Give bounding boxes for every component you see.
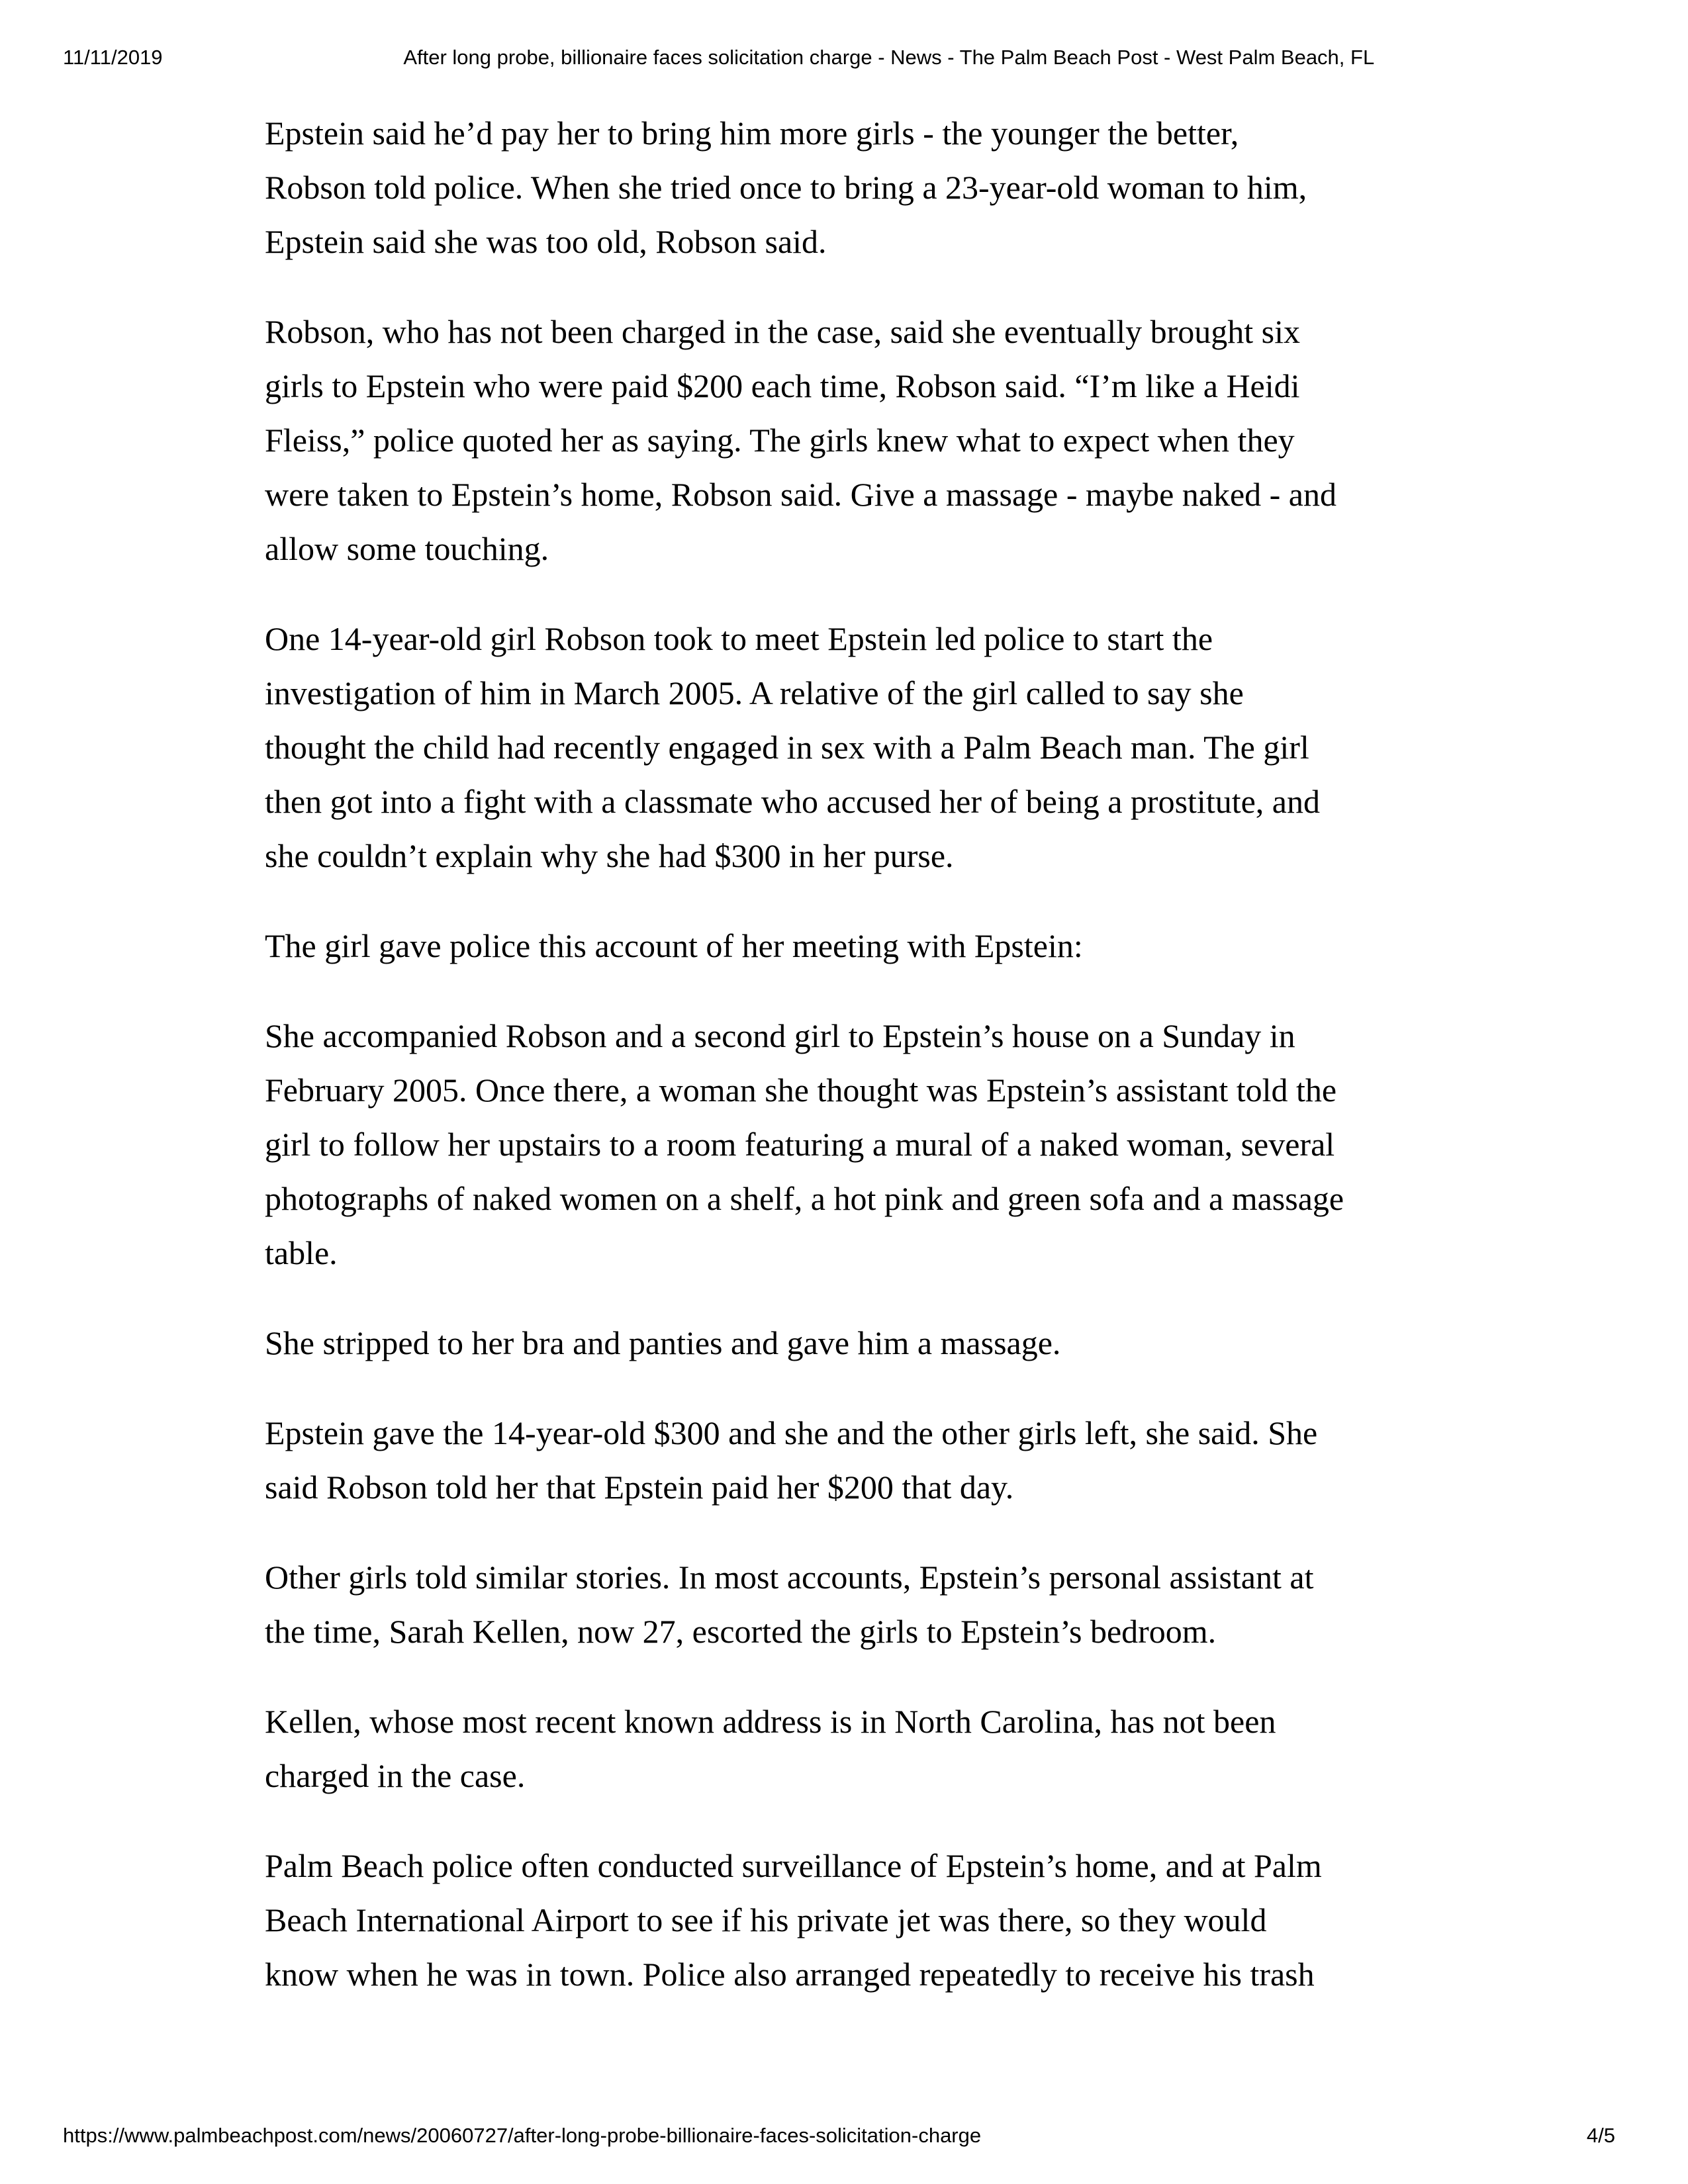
- page-title: After long probe, billionaire faces solicitation charge - News - The Palm Beach Post - West Palm Beach, FL: [403, 46, 1375, 69]
- paragraph: Palm Beach police often conducted surveillance of Epstein’s home, and at Palm Beach International Airport to see if his private jet was there, so they would know when he was in town. Police also arranged repeatedly to receive his trash: [265, 1847, 1322, 1993]
- paragraph: One 14-year-old girl Robson took to meet Epstein led police to start the investigation of him in March 2005. A relative of the girl called to say she thought the child had recently engaged in sex with a Palm Beach man. The girl then got into a fight with a classmate who accused her of being a prostitute, and she couldn’t explain why she had $300 in her purse.: [265, 620, 1320, 874]
- print-footer: [63, 2123, 1615, 2148]
- paragraph: She stripped to her bra and panties and gave him a massage.: [265, 1324, 1061, 1361]
- paragraph: Epstein gave the 14-year-old $300 and she and the other girls left, she said. She said Robson told her that Epstein paid her $200 that day.: [265, 1414, 1318, 1506]
- paragraph: Robson, who has not been charged in the case, said she eventually brought six girls to Epstein who were paid $200 each time, Robson said. “I’m like a Heidi Fleiss,” police quoted her as saying. The girls knew what to expect when they were taken to Epstein’s home, Robson said. Give a massage - maybe naked - and allow some touching.: [265, 313, 1336, 567]
- source-url: https://www.palmbeachpost.com/news/20060727/after-long-probe-billionaire-faces-solicitation-charge: [63, 2124, 982, 2147]
- article-body: [265, 106, 1470, 2037]
- page-number: 4/5: [1586, 2124, 1615, 2147]
- paragraph: She accompanied Robson and a second girl to Epstein’s house on a Sunday in February 2005. Once there, a woman she thought was Epstein’s assistant told the girl to follow her upstairs to a room featuring a mural of a naked woman, several photographs of naked women on a shelf, a hot pink and green sofa and a massage table.: [265, 1017, 1344, 1271]
- paragraph: Kellen, whose most recent known address is in North Carolina, has not been charged in the case.: [265, 1703, 1276, 1794]
- paragraph: Other girls told similar stories. In most accounts, Epstein’s personal assistant at the time, Sarah Kellen, now 27, escorted the girls to Epstein’s bedroom.: [265, 1559, 1314, 1650]
- paragraph: Epstein said he’d pay her to bring him more girls - the younger the better, Robson told police. When she tried once to bring a 23-year-old woman to him, Epstein said she was too old, Robson said.: [265, 114, 1307, 260]
- paragraph: The girl gave police this account of her meeting with Epstein:: [265, 927, 1083, 964]
- print-header: [63, 45, 1615, 70]
- print-date: 11/11/2019: [63, 46, 163, 69]
